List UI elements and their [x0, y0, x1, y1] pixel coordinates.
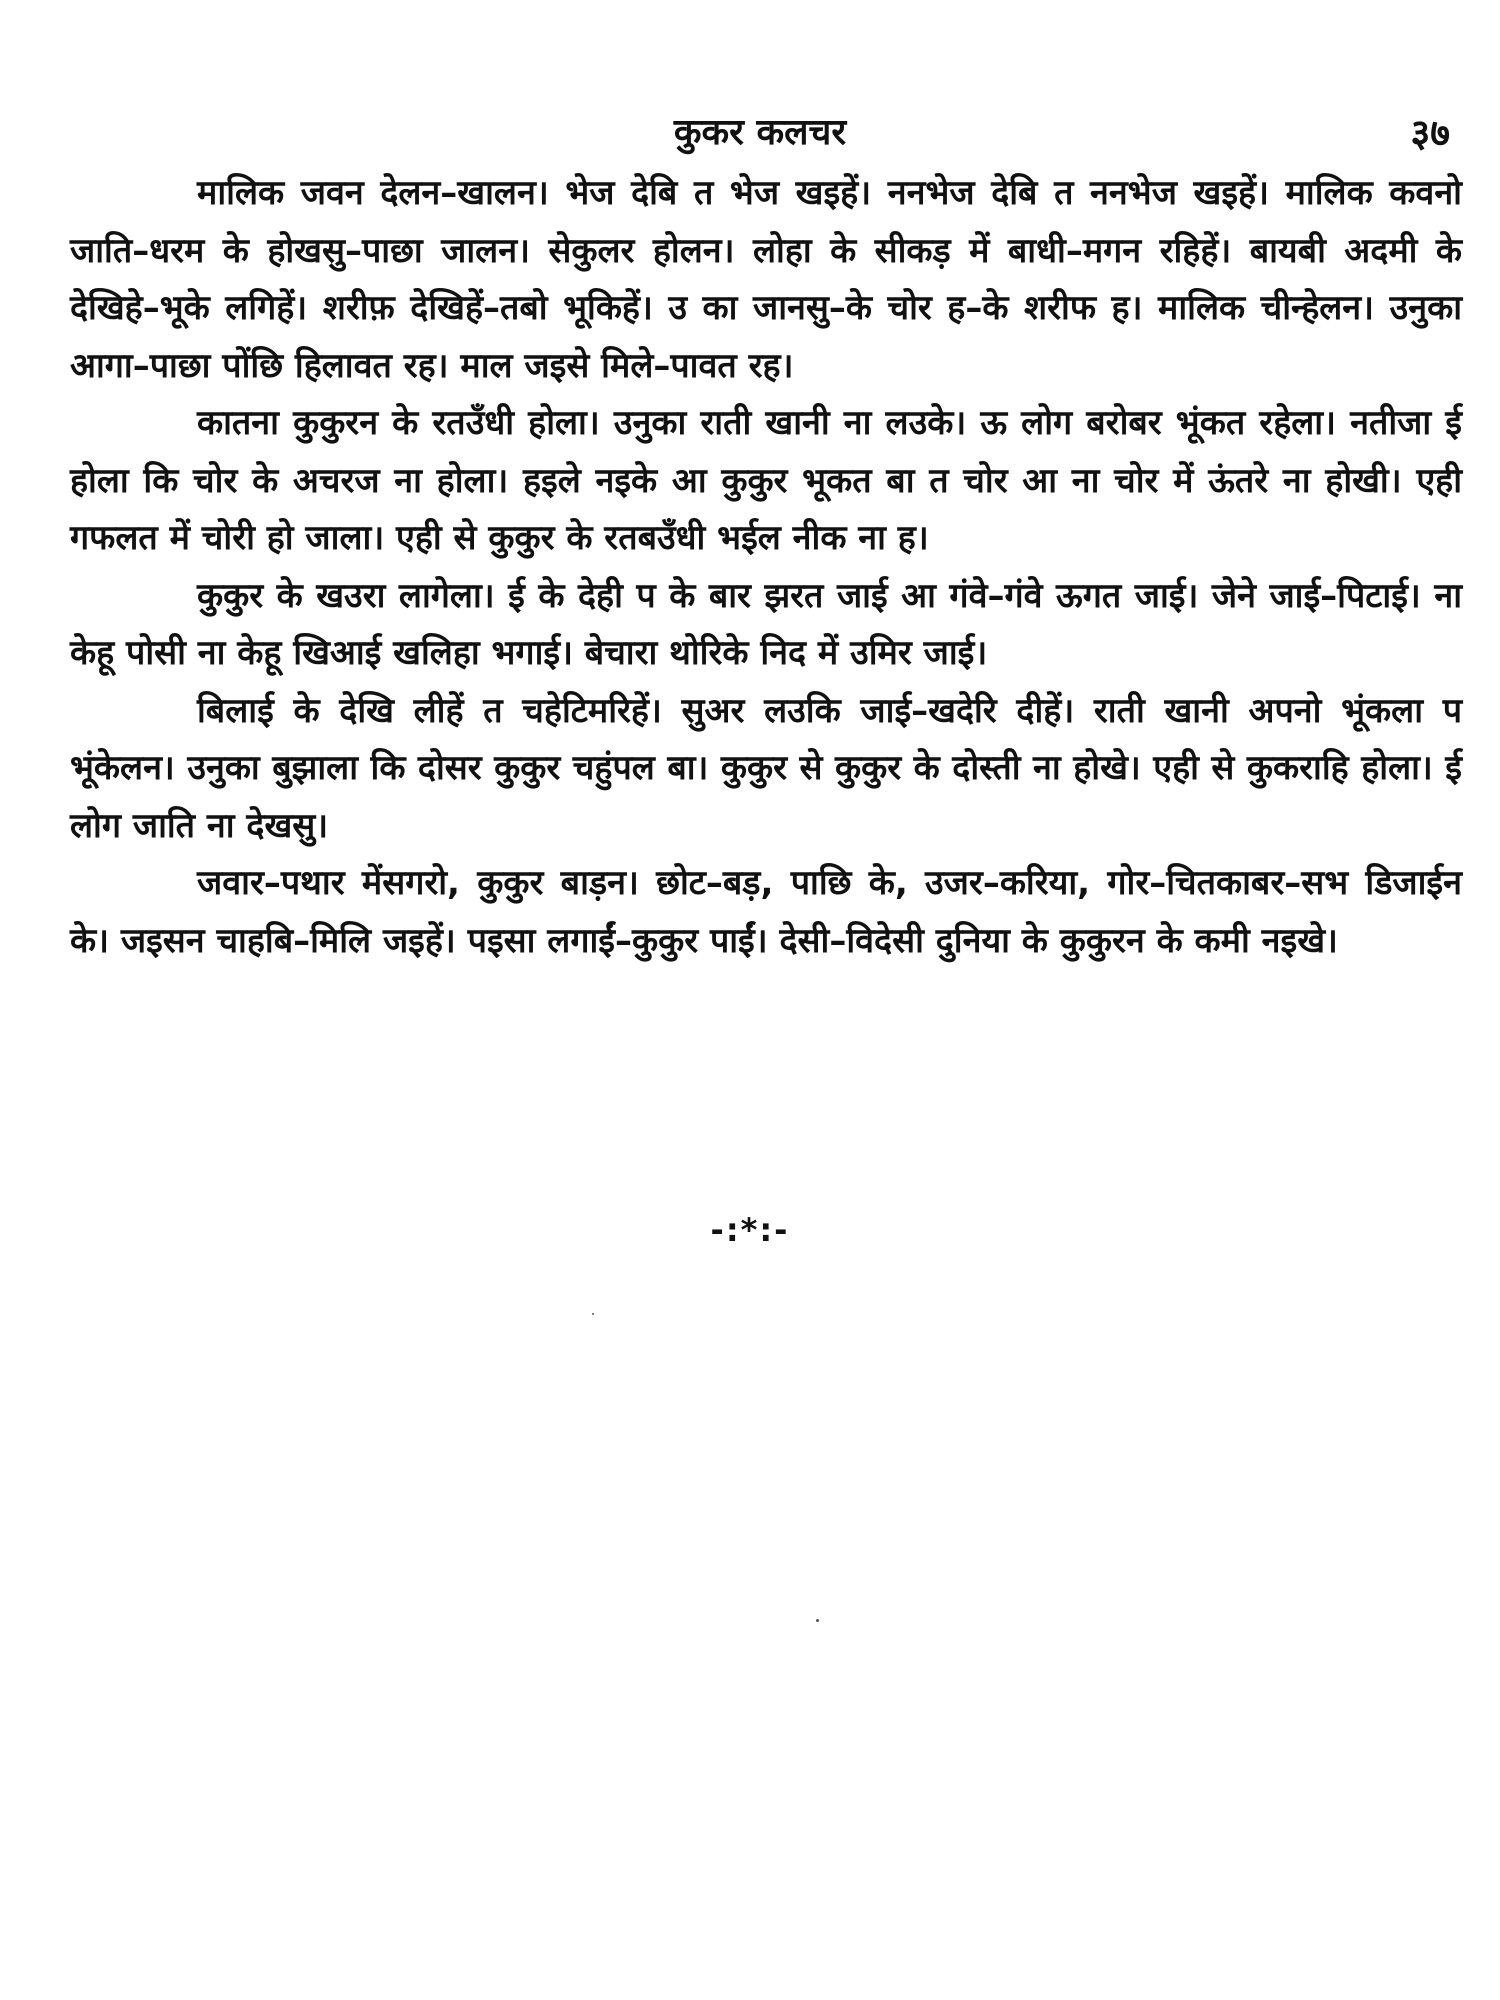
paragraph-3: कुकुर के खउरा लागेला। ई के देही प के बार झरत जाई आ गंवे–गंवे ऊगत जाई। जेने जाई–पिटाई। ना केहू पोसी ना केहू खिआई खलिहा भगाई। बेचारा थोरिके निद में उमिर जाई। — [70, 575, 1462, 673]
scan-speck — [816, 1619, 819, 1622]
running-head — [70, 108, 1450, 158]
paragraph-5: जवार–पथार मेंसगरो, कुकुर बाड़न। छोट–बड़, पाछि के, उजर–करिया, गोर–चितकाबर–सभ डिजाईन के। जइसन चाहबि–मिलि जइहें। पइसा लगाईं–कुकुर पाईं। देसी–विदेसी दुनिया के कुकुरन के कमी नइखे। — [70, 863, 1462, 961]
page-number: ३७ — [1410, 111, 1450, 155]
section-end-mark: -:*:- — [710, 1211, 790, 1249]
paragraph-1: मालिक जवन देलन–खालन। भेज देबि त भेज खइहें। ननभेज देबि त ननभेज खइहें। मालिक कवनो जाति–धरम के होखसु–पाछा जालन। सेकुलर होलन। लोहा के सीकड़ में बाधी–मगन रहिहें। बायबी अदमी के देखिहे–भूके लगिहें। शरीफ़ देखिहें–तबो भूकिहें। उ का जानसु–के चोर ह–के शरीफ ह। मालिक चीन्हेलन। उनुका आगा–पाछा पोंछि हिलावत रह। माल जइसे मिले–पावत रह। — [70, 173, 1462, 386]
paragraph-4: बिलाई के देखि लीहें त चहेटिमरिहें। सुअर लउकि जाई–खदेरि दीहें। राती खानी अपनो भूंकला प भूंकेलन। उनुका बुझाला कि दोसर कुकुर चहुंपल बा। कुकुर से कुकुर के दोस्ती ना होखे। एही से कुकराहि होला। ई लोग जाति ना देखसु। — [70, 690, 1462, 846]
running-title: कुकर कलचर — [673, 112, 847, 153]
paragraph-2: कातना कुकुरन के रतउँधी होला। उनुका राती खानी ना लउके। ऊ लोग बरोबर भूंकत रहेला। नतीजा ई होला कि चोर के अचरज ना होला। हइले नइके आ कुकुर भूकत बा त चोर आ ना चोर में ऊंतरे ना होखी। एही गफलत में चोरी हो जाला। एही से कुकुर के रतबउँधी भईल नीक ना ह। — [70, 403, 1462, 558]
body-text — [70, 165, 1462, 970]
scan-speck — [592, 1313, 594, 1315]
